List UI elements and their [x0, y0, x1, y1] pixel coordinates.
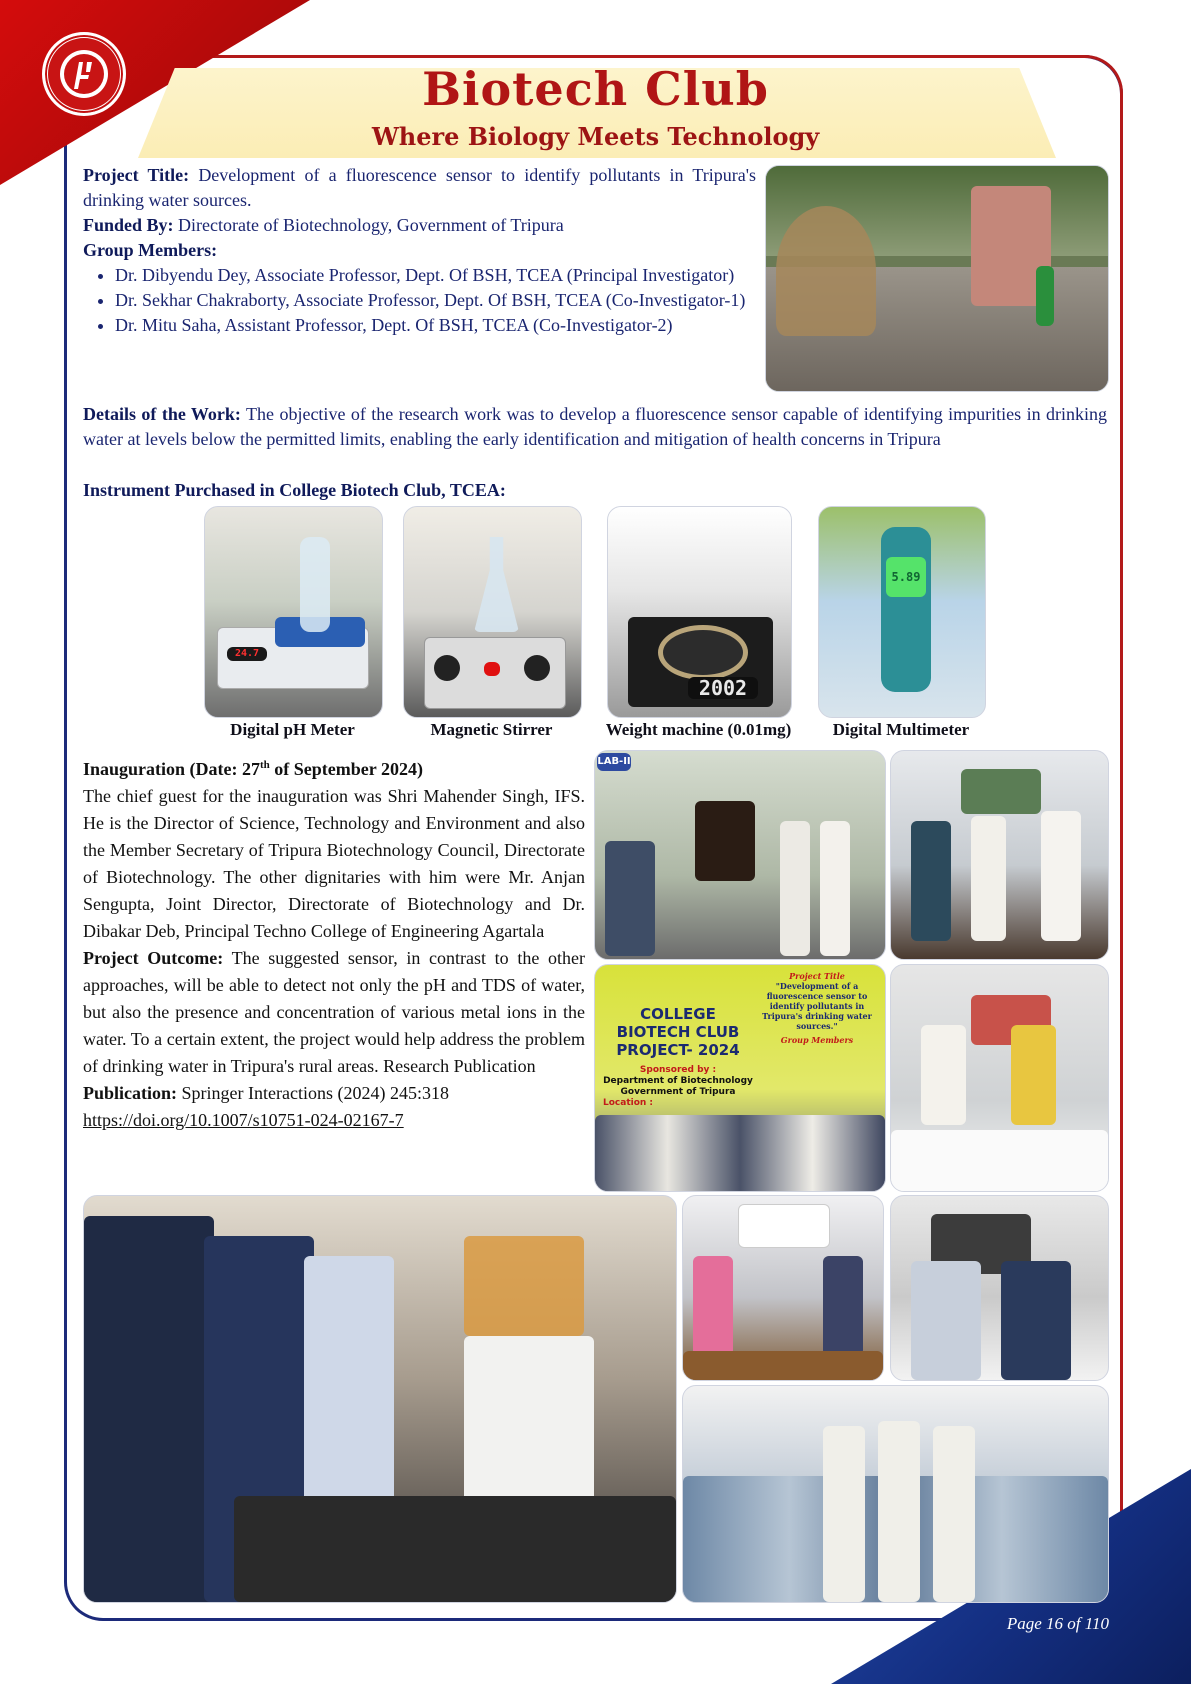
- lab-sign: LAB-II: [597, 753, 631, 771]
- caption-weight-machine: Weight machine (0.01mg): [605, 720, 792, 739]
- audience-photo: [682, 1385, 1109, 1603]
- list-item: • Dr. Mitu Saha, Assistant Professor, Dept. Of BSH, TCEA (Co-Investigator-2): [115, 313, 756, 338]
- project-title-value: Development of a fluorescence sensor to identify pollutants in Tripura's drinking water sources.: [83, 165, 756, 210]
- outcome-paragraph: [83, 945, 585, 1080]
- plaque-unveiling-photo: [594, 750, 886, 960]
- banner-group-members: Group Members: [780, 1035, 854, 1045]
- weight-machine-photo: [607, 506, 792, 718]
- caption-multimeter: Digital Multimeter: [832, 720, 970, 739]
- weight-display: 2002: [688, 677, 758, 699]
- inauguration-heading-suffix: of September 2024): [269, 759, 423, 779]
- project-title-line: [83, 163, 756, 213]
- banner-sponsor-name: Department of Biotechnology: [603, 1076, 753, 1086]
- inauguration-section: [83, 752, 585, 1134]
- details-section: [83, 402, 1107, 452]
- project-info: [83, 163, 756, 338]
- students-lab-photo: [83, 1195, 677, 1603]
- caption-magnetic-stirrer: Magnetic Stirrer: [430, 720, 553, 739]
- inauguration-heading: [83, 752, 585, 783]
- outcome-label: Project Outcome:: [83, 948, 224, 968]
- inauguration-heading-sup: th: [260, 759, 270, 771]
- doi-link[interactable]: https://doi.org/10.1007/s10751-024-02167-7: [83, 1110, 404, 1130]
- banner-location: Location :: [603, 1098, 654, 1108]
- memento-photo: [890, 1195, 1109, 1381]
- funded-label: Funded By:: [83, 215, 174, 235]
- instruments-label: Instrument Purchased in College Biotech Club, TCEA:: [83, 480, 506, 500]
- members-list: [83, 263, 756, 338]
- banner-sponsored: Sponsored by :: [639, 1065, 717, 1075]
- gift-exchange-photo: [890, 964, 1109, 1192]
- banner-project-title-text: "Development of a fluorescence sensor to identify pollutants in Tripura's drinking water sources.": [762, 981, 872, 1031]
- caption-ph-meter: Digital pH Meter: [230, 720, 355, 739]
- ph-meter-photo: [204, 506, 383, 718]
- banner-line-2: PROJECT- 2024: [616, 1041, 740, 1059]
- handshake-photo: [890, 750, 1109, 960]
- banner-project-title-label: Project Title: [789, 971, 845, 981]
- instruments-heading: [83, 478, 1107, 503]
- lamp-lighting-photo: [682, 1195, 884, 1381]
- ph-display: 24.7: [227, 647, 267, 661]
- page-title: Biotech Club: [422, 62, 769, 116]
- publication-label: Publication:: [83, 1083, 178, 1103]
- inauguration-heading-prefix: Inauguration (Date: 27: [83, 759, 261, 779]
- magnetic-stirrer-photo: [403, 506, 582, 718]
- list-item: • Dr. Sekhar Chakraborty, Associate Professor, Dept. Of BSH, TCEA (Co-Investigator-1): [115, 288, 756, 313]
- multimeter-photo: [818, 506, 986, 718]
- inauguration-text: The chief guest for the inauguration was Shri Mahender Singh, IFS. He is the Director of Science, Technology and Environment and also the Member Secretary of Tripura Biotechnology Council, Directorate of Biotechnology. The other dignitaries with him were Mr. Anjan Sengupta, Joint Director, Directorate of Biotechnology and Dr. Dibakar Deb, Principal Techno College of Engineering Agartala: [83, 786, 585, 941]
- outcome-text: The suggested sensor, in contrast to the other approaches, will be able to detect not only the pH and TDS of water, but also the presence and concentration of various metal ions in the water. To a certain extent, the project would help address the problem of drinking water in Tripura's rural areas. Research Publication: [83, 948, 585, 1076]
- project-title-label: Project Title:: [83, 165, 190, 185]
- publication-line: [83, 1080, 585, 1107]
- multimeter-display: 5.89: [886, 557, 926, 597]
- banner-line-1: COLLEGE BIOTECH CLUB: [616, 1005, 740, 1041]
- funded-value: Directorate of Biotechnology, Government of Tripura: [178, 215, 564, 235]
- water-collection-photo: [765, 165, 1109, 392]
- list-item: • Dr. Dibyendu Dey, Associate Professor, Dept. Of BSH, TCEA (Principal Investigator): [115, 263, 756, 288]
- page-subtitle: Where Biology Meets Technology: [371, 122, 820, 151]
- project-banner-photo: [594, 964, 886, 1192]
- funded-by-line: [83, 213, 756, 238]
- page-number: Page 16 of 110: [1006, 1614, 1109, 1633]
- details-text: The objective of the research work was to develop a fluorescence sensor capable of identifying impurities in drinking water at levels below the permitted limits, enabling the early identification and mitigation of health concerns in Tripura: [83, 404, 1107, 449]
- banner-sponsor-gov: Government of Tripura: [620, 1087, 736, 1097]
- publication-value: Springer Interactions (2024) 245:318: [181, 1083, 449, 1103]
- members-label: Group Members:: [83, 240, 218, 260]
- details-label: Details of the Work:: [83, 404, 241, 424]
